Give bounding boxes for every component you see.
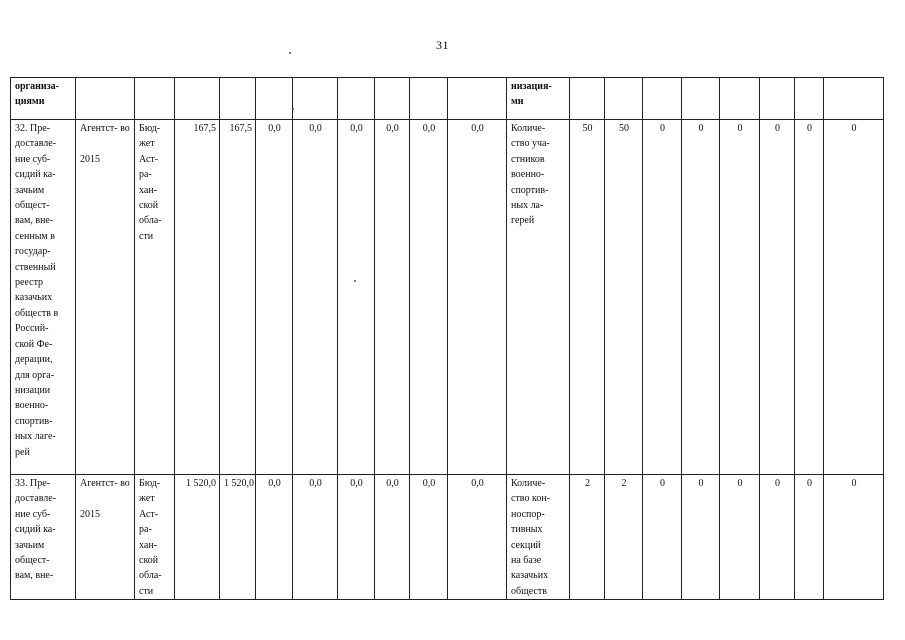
amount-cell: 0,0 <box>338 120 375 475</box>
empty-cell <box>293 78 338 120</box>
empty-cell <box>824 78 884 120</box>
amount-cell: 0,0 <box>448 120 507 475</box>
empty-cell <box>720 78 760 120</box>
year-text: 2015 <box>80 509 100 521</box>
indicator-value-cell: 2 <box>605 475 643 600</box>
amount-cell: 1 520,0 <box>220 475 256 600</box>
empty-cell <box>682 78 720 120</box>
indicator-value-cell: 0 <box>795 120 824 475</box>
empty-cell <box>76 78 135 120</box>
table-row-activity-33 <box>11 475 884 600</box>
indicator-value-cell: 0 <box>824 120 884 475</box>
amount-cell: 0,0 <box>410 475 448 600</box>
indicator-value-cell: 0 <box>720 120 760 475</box>
scan-speck <box>289 52 291 54</box>
activity-name-cell: 32. Пре- доставле- ние суб- сидий ка- зачьим общест- вам, вне- сенным в государ- ственный реестр казачьих обществ в Россий- ской Фе- дерации, для орга- низации военно- спортив- ных лаге- рей <box>11 120 76 475</box>
empty-cell <box>175 78 220 120</box>
executor-cell <box>76 475 135 600</box>
year-text: 2015 <box>80 154 100 166</box>
empty-cell <box>410 78 448 120</box>
indicator-value-cell: 50 <box>570 120 605 475</box>
page-number: 31 <box>436 38 449 52</box>
indicator-value-cell: 0 <box>720 475 760 600</box>
executor-text: Агентст- во <box>80 123 130 134</box>
empty-cell <box>375 78 410 120</box>
indicator-value-cell: 0 <box>682 475 720 600</box>
empty-cell <box>220 78 256 120</box>
table-row-header-continuation <box>11 78 884 120</box>
empty-cell <box>570 78 605 120</box>
executor-cell <box>76 120 135 475</box>
empty-cell <box>795 78 824 120</box>
amount-cell: 1 520,0 <box>175 475 220 600</box>
amount-cell: 0,0 <box>410 120 448 475</box>
funding-source-cell: Бюд- жет Аст- ра- хан- ской обла- сти <box>135 120 175 475</box>
indicator-value-cell: 0 <box>795 475 824 600</box>
amount-cell: 0,0 <box>293 120 338 475</box>
indicator-value-cell: 0 <box>643 120 682 475</box>
funding-source-cell: Бюд- жет Аст- ра- хан- ской обла- сти <box>135 475 175 600</box>
amount-cell: 167,5 <box>220 120 256 475</box>
executor-text: Агентст- во <box>80 478 130 489</box>
organization-name-cell: организа- циями <box>11 78 76 120</box>
indicator-cell: Количе- ство кон- носпор- тивных секций на базе казачьих обществ <box>507 475 570 600</box>
empty-cell <box>448 78 507 120</box>
amount-cell: 167,5 <box>175 120 220 475</box>
empty-cell <box>135 78 175 120</box>
amount-cell: 0,0 <box>375 475 410 600</box>
empty-cell <box>643 78 682 120</box>
indicator-value-cell: 0 <box>824 475 884 600</box>
indicator-value-cell: 0 <box>643 475 682 600</box>
indicator-value-cell: 2 <box>570 475 605 600</box>
empty-cell <box>256 78 293 120</box>
indicator-value-cell: 0 <box>760 120 795 475</box>
indicator-value-cell: 50 <box>605 120 643 475</box>
activity-name-cell: 33. Пре- доставле- ние суб- сидий ка- зачьим общест- вам, вне- <box>11 475 76 600</box>
amount-cell: 0,0 <box>448 475 507 600</box>
indicator-value-cell: 0 <box>682 120 720 475</box>
table-row-activity-32 <box>11 120 884 475</box>
empty-cell <box>760 78 795 120</box>
amount-cell: 0,0 <box>293 475 338 600</box>
empty-cell <box>338 78 375 120</box>
amount-cell: 0,0 <box>256 475 293 600</box>
amount-cell: 0,0 <box>338 475 375 600</box>
empty-cell <box>605 78 643 120</box>
amount-cell: 0,0 <box>375 120 410 475</box>
indicator-cell: низация- ми <box>507 78 570 120</box>
indicator-value-cell: 0 <box>760 475 795 600</box>
program-activities-table <box>10 77 884 600</box>
amount-cell: 0,0 <box>256 120 293 475</box>
indicator-cell: Количе- ство уча- стников военно- спортив- ных ла- герей <box>507 120 570 475</box>
